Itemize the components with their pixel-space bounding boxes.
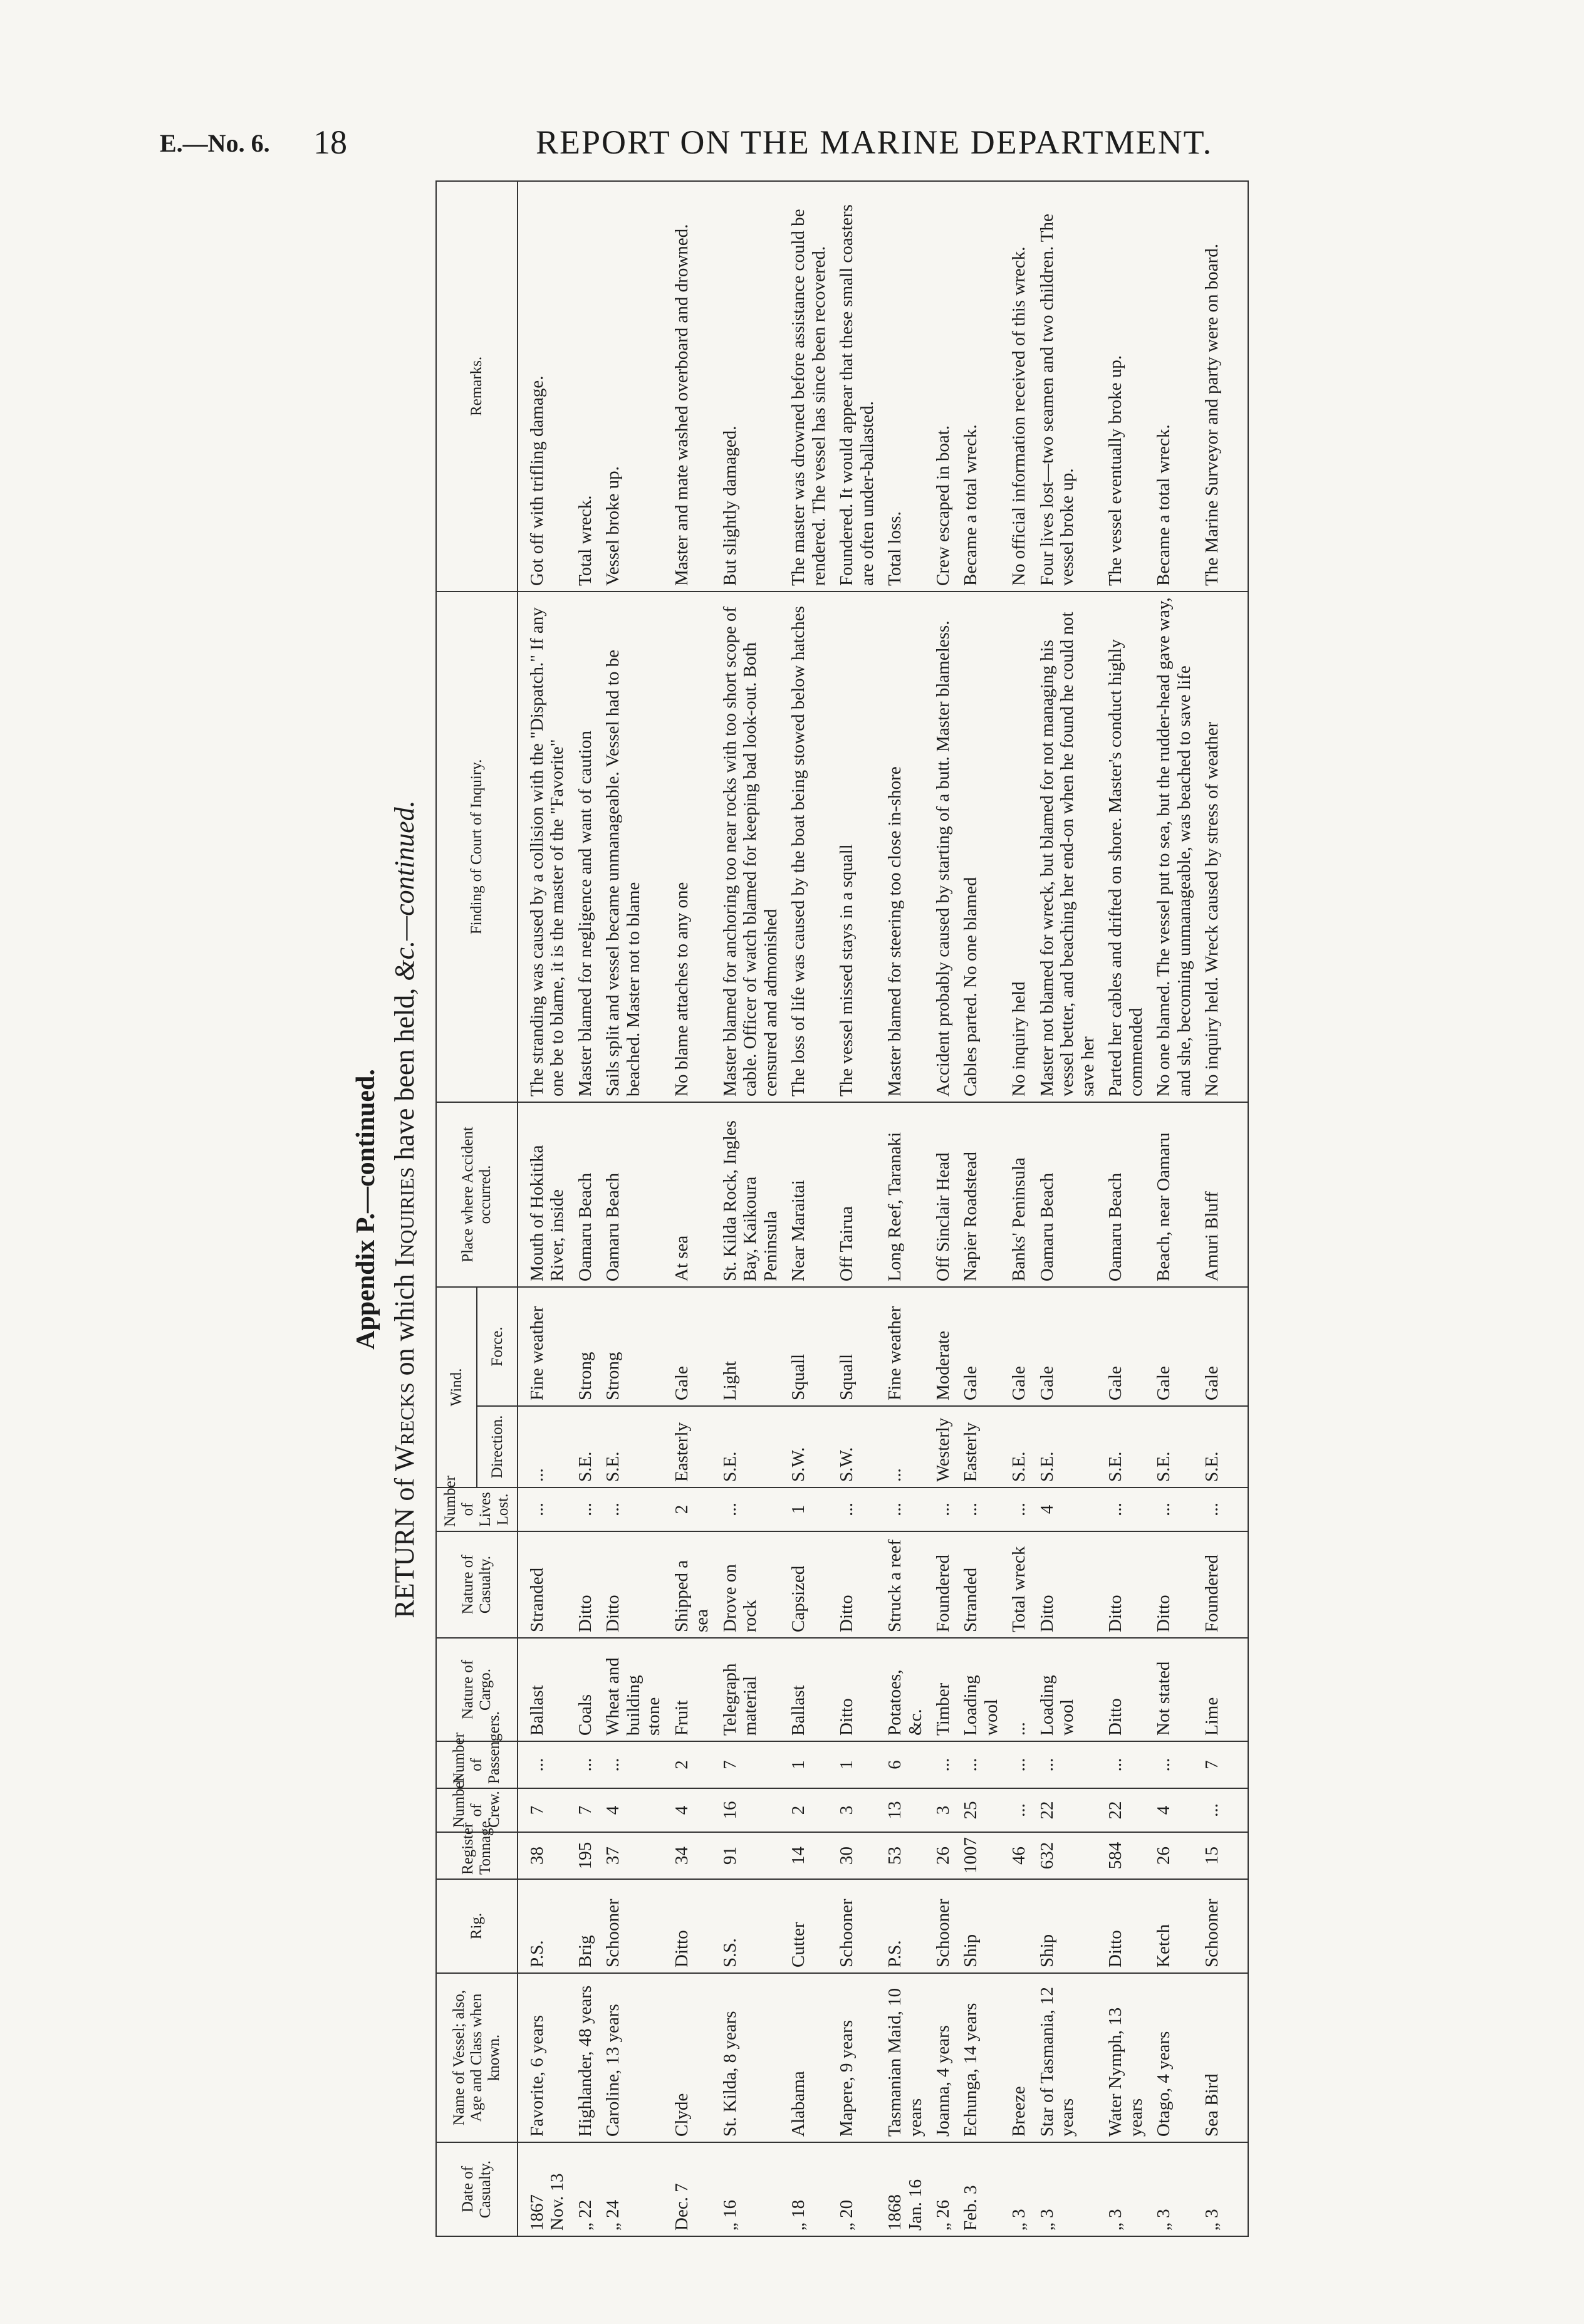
date-cell xyxy=(784,2142,833,2236)
table-row xyxy=(1150,181,1198,2236)
place-cell: At sea xyxy=(668,1102,716,1287)
table-row xyxy=(1033,181,1102,2236)
vessel-cell: Otago, 4 years xyxy=(1150,1973,1198,2142)
direction-cell: S.E. xyxy=(1005,1406,1033,1488)
date-label: Feb. 3 xyxy=(961,2185,981,2231)
cargo-cell: Coals xyxy=(571,1638,599,1741)
remarks-cell: Four lives lost—two seamen and two children. The vessel broke up. xyxy=(1033,181,1102,591)
vessel-cell: St. Kilda, 8 years xyxy=(716,1973,784,2142)
passengers-cell: 1 xyxy=(833,1741,881,1788)
place-cell: Long Reef, Taranaki xyxy=(881,1102,929,1287)
col-passengers: Number of Passengers. xyxy=(436,1741,518,1788)
direction-cell: S.E. xyxy=(716,1406,784,1488)
date-label: „ 3 xyxy=(1009,2209,1029,2231)
place-cell: Near Maraitai xyxy=(784,1102,833,1287)
crew-cell: 22 xyxy=(1102,1788,1150,1832)
rig-cell: Schooner xyxy=(599,1879,667,1973)
rig-cell: P.S. xyxy=(518,1879,571,1973)
finding-cell: The stranding was caused by a collision with the "Dispatch." If any one be to blame, it is the master of the "Favorite" xyxy=(518,591,571,1102)
date-label: „ 20 xyxy=(836,2199,857,2231)
passengers-cell: ... xyxy=(1033,1741,1102,1788)
tonnage-cell: 14 xyxy=(784,1832,833,1879)
remarks-cell: Master and mate washed overboard and drowned. xyxy=(668,181,716,591)
date-label: „ 22 xyxy=(575,2199,595,2231)
tonnage-cell: 38 xyxy=(518,1832,571,1879)
finding-cell: No one blamed. The vessel put to sea, but the rudder-head gave way, and she, becoming unmanageable, was beached to save life xyxy=(1150,591,1198,1102)
rig-cell: P.S. xyxy=(881,1879,929,1973)
direction-cell: Easterly xyxy=(957,1406,1005,1488)
cargo-cell: Loading wool xyxy=(1033,1638,1102,1741)
direction-cell: ... xyxy=(881,1406,929,1488)
rig-cell: Cutter xyxy=(784,1879,833,1973)
finding-cell: Accident probably caused by starting of a butt. Master blameless. xyxy=(929,591,957,1102)
rig-cell: Ketch xyxy=(1150,1879,1198,1973)
return-caption xyxy=(388,182,420,2237)
document-code: E.—No. 6. xyxy=(160,129,270,157)
cargo-cell: Timber xyxy=(929,1638,957,1741)
table-row xyxy=(929,181,957,2236)
cargo-cell: Ditto xyxy=(833,1638,881,1741)
vessel-cell: Breeze xyxy=(1005,1973,1033,2142)
cargo-cell: Telegraph material xyxy=(716,1638,784,1741)
date-cell xyxy=(1033,2142,1102,2236)
date-label: „ 18 xyxy=(788,2199,809,2231)
lives-cell: ... xyxy=(1005,1488,1033,1531)
cargo-cell: ... xyxy=(1005,1638,1033,1741)
vessel-cell: Favorite, 6 years xyxy=(518,1973,571,2142)
casualty-cell: Ditto xyxy=(1150,1531,1198,1638)
appendix-caption: Appendix P.—continued. xyxy=(352,1069,380,1350)
table-body xyxy=(518,181,1248,2236)
tonnage-cell: 53 xyxy=(881,1832,929,1879)
casualty-cell: Shipped a sea xyxy=(668,1531,716,1638)
date-cell xyxy=(599,2142,667,2236)
date-cell xyxy=(571,2142,599,2236)
passengers-cell: 6 xyxy=(881,1741,929,1788)
finding-cell: Master blamed for negligence and want of caution xyxy=(571,591,599,1102)
date-cell xyxy=(668,2142,716,2236)
force-cell: Gale xyxy=(1150,1287,1198,1406)
passengers-cell: 2 xyxy=(668,1741,716,1788)
tonnage-cell: 26 xyxy=(1150,1832,1198,1879)
col-place: Place where Accident occurred. xyxy=(436,1102,518,1287)
force-cell: Gale xyxy=(1102,1287,1150,1406)
col-remarks: Remarks. xyxy=(436,181,518,591)
tonnage-cell: 15 xyxy=(1198,1832,1248,1879)
passengers-cell: ... xyxy=(518,1741,571,1788)
direction-cell: S.E. xyxy=(1102,1406,1150,1488)
table-row xyxy=(599,181,667,2236)
table-row xyxy=(668,181,716,2236)
force-cell: Strong xyxy=(599,1287,667,1406)
passengers-cell: 7 xyxy=(1198,1741,1248,1788)
on-which-words: on which xyxy=(389,1273,420,1376)
date-cell xyxy=(957,2142,1005,2236)
remarks-cell: Became a total wreck. xyxy=(1150,181,1198,591)
finding-cell: The loss of life was caused by the boat being stowed below hatches xyxy=(784,591,833,1102)
vessel-cell: Echunga, 14 years xyxy=(957,1973,1005,2142)
remarks-cell: The master was drowned before assistance could be rendered. The vessel has since been recovered. xyxy=(784,181,833,591)
place-cell: St. Kilda Rock, Ingles Bay, Kaikoura Peninsula xyxy=(716,1102,784,1287)
wrecks-return-table xyxy=(435,180,1249,2237)
date-cell xyxy=(881,2142,929,2236)
crew-cell: 13 xyxy=(881,1788,929,1832)
finding-cell: The vessel missed stays in a squall xyxy=(833,591,881,1102)
tonnage-cell: 195 xyxy=(571,1832,599,1879)
casualty-cell: Ditto xyxy=(833,1531,881,1638)
force-cell: Gale xyxy=(668,1287,716,1406)
rig-cell: Ship xyxy=(957,1879,1005,1973)
finding-cell: Parted her cables and drifted on shore. Master's conduct highly commended xyxy=(1102,591,1150,1102)
vessel-cell: Mapere, 9 years xyxy=(833,1973,881,2142)
force-cell: Gale xyxy=(957,1287,1005,1406)
casualty-cell: Ditto xyxy=(571,1531,599,1638)
force-cell: Squall xyxy=(833,1287,881,1406)
cargo-cell: Ballast xyxy=(784,1638,833,1741)
remarks-cell: The vessel eventually broke up. xyxy=(1102,181,1150,591)
passengers-cell: 7 xyxy=(716,1741,784,1788)
tonnage-cell: 1007 xyxy=(957,1832,1005,1879)
passengers-cell: ... xyxy=(1102,1741,1150,1788)
rotated-return-table xyxy=(326,182,1584,2237)
place-cell: Oamaru Beach xyxy=(599,1102,667,1287)
direction-cell: S.E. xyxy=(1150,1406,1198,1488)
page-number: 18 xyxy=(313,123,347,161)
col-cargo: Nature of Cargo. xyxy=(436,1638,518,1741)
cargo-cell: Not stated xyxy=(1150,1638,1198,1741)
force-cell: Fine weather xyxy=(518,1287,571,1406)
passengers-cell: 1 xyxy=(784,1741,833,1788)
casualty-cell: Stranded xyxy=(957,1531,1005,1638)
passengers-cell: ... xyxy=(1005,1741,1033,1788)
year-label: 1867 xyxy=(527,2194,547,2231)
vessel-cell: Tasmanian Maid, 10 years xyxy=(881,1973,929,2142)
date-label: „ 26 xyxy=(932,2199,953,2231)
cargo-cell: Lime xyxy=(1198,1638,1248,1741)
finding-cell: No inquiry held xyxy=(1005,591,1033,1102)
finding-cell: No blame attaches to any one xyxy=(668,591,716,1102)
direction-cell: S.E. xyxy=(571,1406,599,1488)
date-label: Dec. 7 xyxy=(671,2183,692,2231)
place-cell: Oamaru Beach xyxy=(1102,1102,1150,1287)
date-cell xyxy=(1102,2142,1150,2236)
remarks-cell: But slightly damaged. xyxy=(716,181,784,591)
lives-cell: ... xyxy=(716,1488,784,1531)
col-crew: Number of Crew. xyxy=(436,1788,518,1832)
date-label: „ 16 xyxy=(719,2199,740,2231)
casualty-cell: Struck a reef xyxy=(881,1531,929,1638)
vessel-cell: Star of Tasmania, 12 years xyxy=(1033,1973,1102,2142)
place-cell: Banks' Peninsula xyxy=(1005,1102,1033,1287)
date-cell xyxy=(716,2142,784,2236)
force-cell: Gale xyxy=(1198,1287,1248,1406)
casualty-cell: Capsized xyxy=(784,1531,833,1638)
table-row xyxy=(716,181,784,2236)
casualty-cell: Ditto xyxy=(1102,1531,1150,1638)
date-cell xyxy=(929,2142,957,2236)
remarks-cell: Became a total wreck. xyxy=(957,181,1005,591)
col-wind-direction: Direction. xyxy=(477,1406,518,1488)
crew-cell: ... xyxy=(1005,1788,1033,1832)
casualty-cell: Foundered xyxy=(1198,1531,1248,1638)
place-cell: Off Sinclair Head xyxy=(929,1102,957,1287)
rig-cell: Ditto xyxy=(668,1879,716,1973)
rig-cell: Schooner xyxy=(929,1879,957,1973)
crew-cell: 22 xyxy=(1033,1788,1102,1832)
continued-words: &c.—continued. xyxy=(389,800,420,981)
cargo-cell: Wheat and building stone xyxy=(599,1638,667,1741)
crew-cell: 25 xyxy=(957,1788,1005,1832)
rig-cell: Schooner xyxy=(833,1879,881,1973)
casualty-cell: Ditto xyxy=(1033,1531,1102,1638)
rig-cell: Schooner xyxy=(1198,1879,1248,1973)
remarks-cell: Total loss. xyxy=(881,181,929,591)
page-header xyxy=(0,0,1584,188)
casualty-cell: Stranded xyxy=(518,1531,571,1638)
vessel-cell: Clyde xyxy=(668,1973,716,2142)
lives-cell: ... xyxy=(599,1488,667,1531)
vessel-cell: Highlander, 48 years xyxy=(571,1973,599,2142)
tonnage-cell: 26 xyxy=(929,1832,957,1879)
date-cell xyxy=(518,2142,571,2236)
direction-cell: S.E. xyxy=(599,1406,667,1488)
casualty-cell: Drove on rock xyxy=(716,1531,784,1638)
rig-cell: Ditto xyxy=(1102,1879,1150,1973)
table-row xyxy=(957,181,1005,2236)
lives-cell: ... xyxy=(929,1488,957,1531)
lives-cell: ... xyxy=(518,1488,571,1531)
cargo-cell: Ballast xyxy=(518,1638,571,1741)
col-casualty: Nature of Casualty. xyxy=(436,1531,518,1638)
date-cell xyxy=(1150,2142,1198,2236)
lives-cell: ... xyxy=(957,1488,1005,1531)
vessel-cell: Alabama xyxy=(784,1973,833,2142)
year-label: 1868 xyxy=(885,2194,905,2231)
crew-cell: 3 xyxy=(833,1788,881,1832)
crew-cell: 3 xyxy=(929,1788,957,1832)
force-cell: Moderate xyxy=(929,1287,957,1406)
finding-cell: Master blamed for steering too close in-shore xyxy=(881,591,929,1102)
date-cell xyxy=(1198,2142,1248,2236)
page-title: REPORT ON THE MARINE DEPARTMENT. xyxy=(536,123,1213,161)
force-cell: Squall xyxy=(784,1287,833,1406)
tonnage-cell: 632 xyxy=(1033,1832,1102,1879)
vessel-cell: Water Nymph, 13 years xyxy=(1102,1973,1150,2142)
rig-cell: Brig xyxy=(571,1879,599,1973)
direction-cell: ... xyxy=(518,1406,571,1488)
col-date: Date of Casualty. xyxy=(436,2142,518,2236)
direction-cell: S.E. xyxy=(1033,1406,1102,1488)
date-cell xyxy=(1005,2142,1033,2236)
table-row xyxy=(518,181,571,2236)
table-row xyxy=(571,181,599,2236)
casualty-cell: Foundered xyxy=(929,1531,957,1638)
date-label: „ 3 xyxy=(1202,2209,1222,2231)
cargo-cell: Fruit xyxy=(668,1638,716,1741)
rig-cell xyxy=(1005,1879,1033,1973)
casualty-cell: Ditto xyxy=(599,1531,667,1638)
return-prefix: RETURN of xyxy=(389,1477,420,1618)
crew-cell: 7 xyxy=(571,1788,599,1832)
vessel-cell: Joanna, 4 years xyxy=(929,1973,957,2142)
tonnage-cell: 30 xyxy=(833,1832,881,1879)
col-wind-force: Force. xyxy=(477,1287,518,1406)
place-cell: Mouth of Hokitika River, inside xyxy=(518,1102,571,1287)
remarks-cell: The Marine Surveyor and party were on board. xyxy=(1198,181,1248,591)
col-rig: Rig. xyxy=(436,1879,518,1973)
crew-cell: 16 xyxy=(716,1788,784,1832)
date-label: „ 3 xyxy=(1105,2209,1126,2231)
finding-cell: Master not blamed for wreck, but blamed for not managing his vessel better, and beaching her end-on when he found he could not save her xyxy=(1033,591,1102,1102)
date-label: Nov. 13 xyxy=(547,2173,568,2231)
place-cell: Napier Roadstead xyxy=(957,1102,1005,1287)
date-label: „ 3 xyxy=(1036,2209,1057,2231)
table-row xyxy=(1102,181,1150,2236)
remarks-cell: Vessel broke up. xyxy=(599,181,667,591)
col-vessel: Name of Vessel; also, Age and Class when known. xyxy=(436,1973,518,2142)
remarks-cell: Total wreck. xyxy=(571,181,599,591)
cargo-cell: Ditto xyxy=(1102,1638,1150,1741)
direction-cell: Easterly xyxy=(668,1406,716,1488)
date-cell xyxy=(833,2142,881,2236)
vessel-cell: Sea Bird xyxy=(1198,1973,1248,2142)
lives-cell: ... xyxy=(881,1488,929,1531)
lives-cell: ... xyxy=(571,1488,599,1531)
cargo-cell: Loading wool xyxy=(957,1638,1005,1741)
lives-cell: ... xyxy=(1150,1488,1198,1531)
finding-cell: Cables parted. No one blamed xyxy=(957,591,1005,1102)
col-wind: Wind. xyxy=(436,1287,477,1488)
place-cell: Oamaru Beach xyxy=(571,1102,599,1287)
passengers-cell: ... xyxy=(571,1741,599,1788)
date-label: „ 24 xyxy=(603,2199,623,2231)
direction-cell: S.W. xyxy=(784,1406,833,1488)
tonnage-cell: 46 xyxy=(1005,1832,1033,1879)
remarks-cell: No official information received of this wreck. xyxy=(1005,181,1033,591)
force-cell: Fine weather xyxy=(881,1287,929,1406)
date-label: „ 3 xyxy=(1154,2209,1174,2231)
tonnage-cell: 37 xyxy=(599,1832,667,1879)
crew-cell: 4 xyxy=(599,1788,667,1832)
place-cell: Beach, near Oamaru xyxy=(1150,1102,1198,1287)
lives-cell: 4 xyxy=(1033,1488,1102,1531)
place-cell: Amuri Bluff xyxy=(1198,1102,1248,1287)
crew-cell: 4 xyxy=(1150,1788,1198,1832)
col-lives: Number of Lives Lost. xyxy=(436,1488,518,1531)
lives-cell: ... xyxy=(1198,1488,1248,1531)
col-finding: Finding of Court of Inquiry. xyxy=(436,591,518,1102)
remarks-cell: Got off with trifling damage. xyxy=(518,181,571,591)
lives-cell: ... xyxy=(1102,1488,1150,1531)
force-cell: Gale xyxy=(1033,1287,1102,1406)
inquiries-word: Inquiries xyxy=(389,1167,420,1267)
cargo-cell: Potatoes, &c. xyxy=(881,1638,929,1741)
casualty-cell: Total wreck xyxy=(1005,1531,1033,1638)
place-cell: Oamaru Beach xyxy=(1033,1102,1102,1287)
lives-cell: 1 xyxy=(784,1488,833,1531)
table-row xyxy=(833,181,881,2236)
remarks-cell: Crew escaped in boat. xyxy=(929,181,957,591)
crew-cell: 7 xyxy=(518,1788,571,1832)
vessel-cell: Caroline, 13 years xyxy=(599,1973,667,2142)
passengers-cell: ... xyxy=(929,1741,957,1788)
table-row xyxy=(1198,181,1248,2236)
crew-cell: 4 xyxy=(668,1788,716,1832)
passengers-cell: ... xyxy=(1150,1741,1198,1788)
remarks-cell: Foundered. It would appear that these small coasters are often under-ballasted. xyxy=(833,181,881,591)
crew-cell: ... xyxy=(1198,1788,1248,1832)
direction-cell: S.W. xyxy=(833,1406,881,1488)
rig-cell: Ship xyxy=(1033,1879,1102,1973)
force-cell: Gale xyxy=(1005,1287,1033,1406)
table-row xyxy=(1005,181,1033,2236)
passengers-cell: ... xyxy=(599,1741,667,1788)
col-tonnage: Register Tonnage. xyxy=(436,1832,518,1879)
tonnage-cell: 34 xyxy=(668,1832,716,1879)
table-row xyxy=(784,181,833,2236)
table-row xyxy=(881,181,929,2236)
force-cell: Strong xyxy=(571,1287,599,1406)
lives-cell: 2 xyxy=(668,1488,716,1531)
tonnage-cell: 91 xyxy=(716,1832,784,1879)
date-label: Jan. 16 xyxy=(905,2179,925,2231)
direction-cell: S.E. xyxy=(1198,1406,1248,1488)
passengers-cell: ... xyxy=(957,1741,1005,1788)
caption-suffix: have been held, xyxy=(389,987,420,1160)
rig-cell: S.S. xyxy=(716,1879,784,1973)
wrecks-word: Wrecks xyxy=(389,1382,420,1471)
crew-cell: 2 xyxy=(784,1788,833,1832)
finding-cell: No inquiry held. Wreck caused by stress of weather xyxy=(1198,591,1248,1102)
header-row xyxy=(436,181,477,2236)
place-cell: Off Tairua xyxy=(833,1102,881,1287)
finding-cell: Sails split and vessel became unmanageable. Vessel had to be beached. Master not to blame xyxy=(599,591,667,1102)
lives-cell: ... xyxy=(833,1488,881,1531)
force-cell: Light xyxy=(716,1287,784,1406)
tonnage-cell: 584 xyxy=(1102,1832,1150,1879)
finding-cell: Master blamed for anchoring too near rocks with too short scope of cable. Officer of watch blamed for keeping bad look-out. Both censured and admonished xyxy=(716,591,784,1102)
direction-cell: Westerly xyxy=(929,1406,957,1488)
